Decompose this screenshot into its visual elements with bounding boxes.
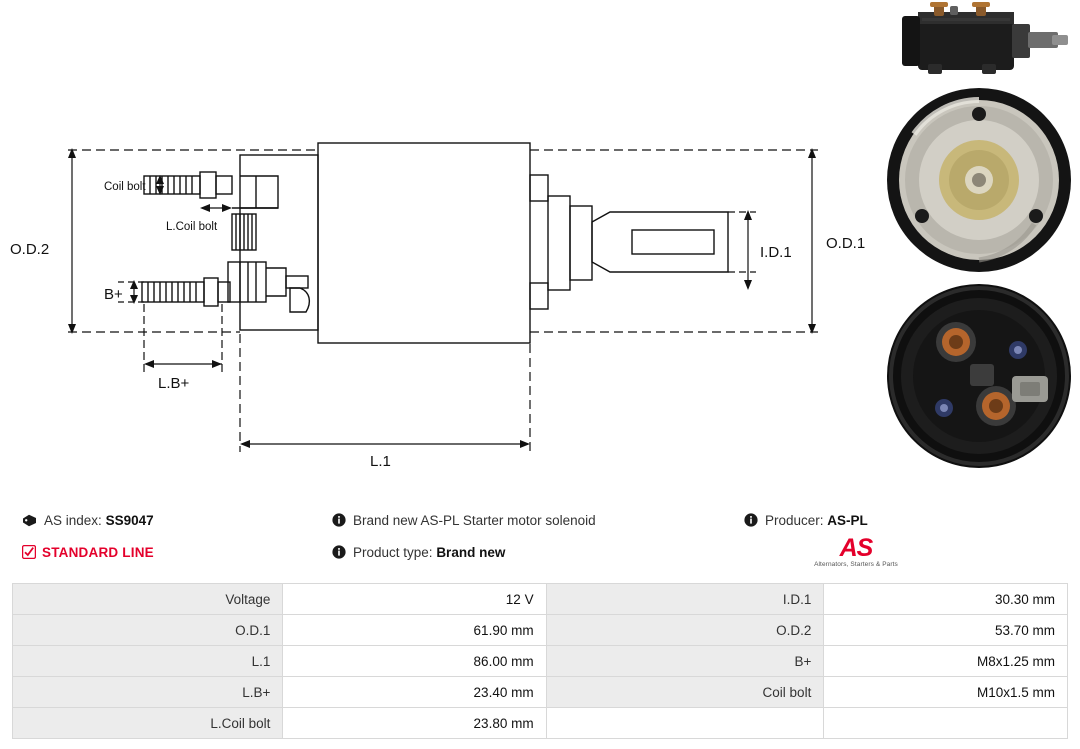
spec-key: I.D.1	[546, 584, 824, 615]
specification-table	[12, 583, 1068, 739]
product-info-block	[0, 500, 1080, 578]
as-index-group	[22, 506, 154, 538]
product-photo-rear-view[interactable]	[884, 280, 1074, 472]
as-index-label: AS index:	[44, 513, 102, 528]
dim-label-lbplus: L.B+	[158, 375, 190, 392]
dim-label-id1: I.D.1	[760, 244, 792, 261]
check-box-icon	[22, 540, 36, 570]
dim-label-l-coil-bolt: L.Coil bolt	[166, 221, 218, 233]
spec-value: 53.70 mm	[824, 615, 1068, 646]
info-icon	[332, 540, 346, 570]
spec-value: 23.40 mm	[283, 677, 546, 708]
spec-empty-cell	[824, 708, 1068, 739]
dim-label-od1: O.D.1	[826, 235, 866, 252]
table-row	[13, 677, 1068, 708]
spec-value: M8x1.25 mm	[824, 646, 1068, 677]
info-icon	[744, 508, 758, 538]
product-description: Brand new AS-PL Starter motor solenoid	[353, 513, 596, 528]
spec-value: 30.30 mm	[824, 584, 1068, 615]
standard-line-badge: STANDARD LINE	[42, 545, 154, 560]
table-row	[13, 584, 1068, 615]
spec-value: 12 V	[283, 584, 546, 615]
spec-value: 61.90 mm	[283, 615, 546, 646]
spec-key: O.D.2	[546, 615, 824, 646]
producer-label: Producer:	[765, 513, 824, 528]
as-index-value: SS9047	[105, 513, 154, 528]
producer-value: AS-PL	[827, 513, 868, 528]
info-row-primary	[0, 506, 1080, 536]
product-type-value: Brand new	[436, 545, 506, 560]
product-type-label: Product type:	[353, 545, 433, 560]
product-type-group	[332, 538, 505, 570]
as-pl-logo	[808, 536, 904, 572]
dim-label-l1: L.1	[370, 453, 391, 470]
spec-key: L.Coil bolt	[13, 708, 283, 739]
spec-key: O.D.1	[13, 615, 283, 646]
logo-wordmark: AS	[839, 534, 873, 562]
product-photo-front-view[interactable]	[884, 84, 1074, 276]
dim-label-od2: O.D.2	[10, 241, 50, 258]
logo-tagline: Alternators, Starters & Parts	[814, 561, 898, 568]
dim-label-bplus: B+	[104, 286, 123, 303]
spec-key: L.B+	[13, 677, 283, 708]
spec-value: 23.80 mm	[283, 708, 546, 739]
tag-icon	[22, 508, 37, 538]
spec-value: M10x1.5 mm	[824, 677, 1068, 708]
spec-empty-cell	[546, 708, 824, 739]
dim-label-coil-bolt: Coil bolt	[104, 181, 146, 193]
table-row	[13, 646, 1068, 677]
info-icon	[332, 508, 346, 538]
info-row-secondary	[0, 534, 1080, 568]
spec-key: B+	[546, 646, 824, 677]
table-row	[13, 615, 1068, 646]
spec-key: Voltage	[13, 584, 283, 615]
product-photo-gallery	[884, 0, 1080, 490]
spec-key: Coil bolt	[546, 677, 824, 708]
description-group	[332, 506, 596, 538]
spec-value: 86.00 mm	[283, 646, 546, 677]
table-row	[13, 708, 1068, 739]
product-photo-side-view[interactable]	[884, 2, 1074, 80]
spec-key: L.1	[13, 646, 283, 677]
standard-line-group	[22, 538, 154, 570]
